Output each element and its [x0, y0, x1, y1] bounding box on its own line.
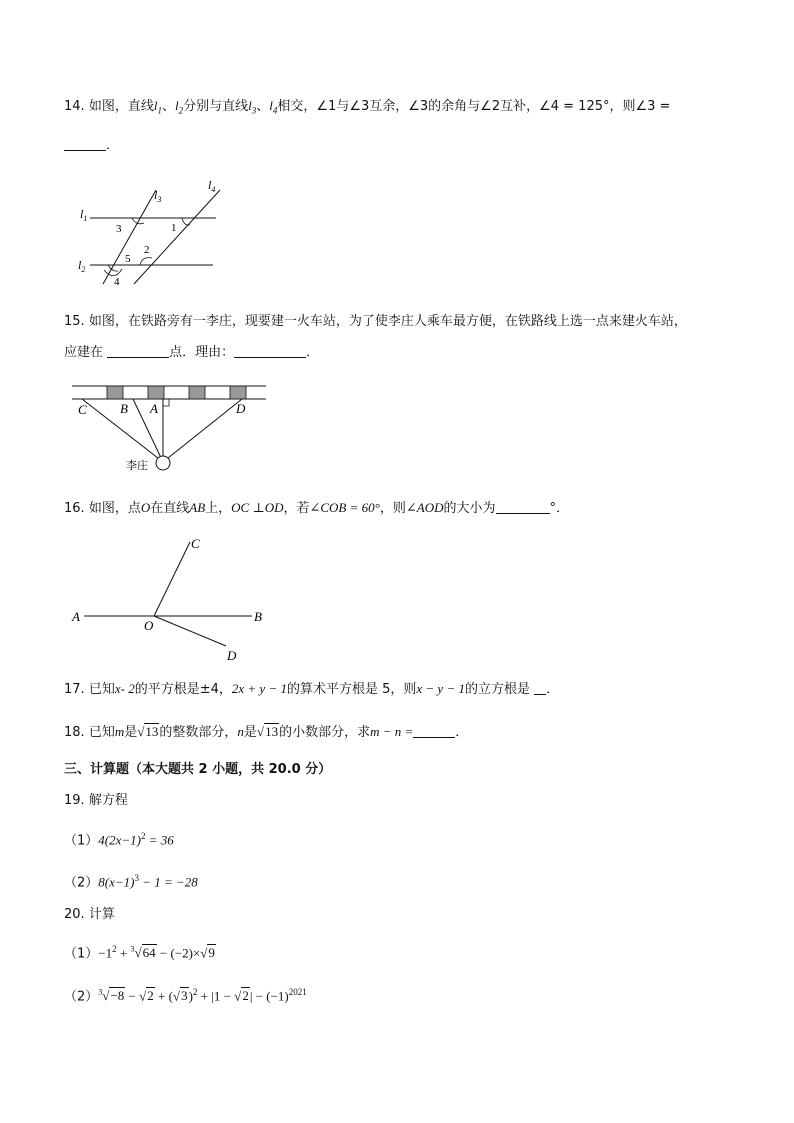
label-l4: $l_4$: [208, 178, 216, 194]
q14-l4: $l_4$: [269, 98, 278, 116]
q15-line1: [64, 312, 687, 332]
q18-number: 18.: [64, 725, 85, 740]
q17-text-b: 的平方根是±4，: [134, 682, 232, 697]
angle-1-label: 1: [171, 222, 177, 234]
label-l1: $l_1$: [80, 207, 88, 223]
segment-d: [163, 399, 242, 462]
q14-answer-blank[interactable]: [64, 136, 106, 151]
q20-p2-b: −: [125, 988, 140, 1004]
q18-n: n: [237, 724, 244, 739]
village-circle: [156, 456, 170, 470]
q18-sqrt13-a: √13: [137, 724, 159, 739]
label-a: A: [72, 609, 80, 624]
q14-tail: ．: [106, 138, 120, 153]
q16-figure: [66, 532, 276, 664]
q16-cond: ∠COB = 60°: [309, 500, 380, 515]
q18-tail: ．: [455, 725, 469, 740]
q19-p2-expr: 8(x−1): [98, 874, 135, 890]
right-angle-mark: [163, 399, 169, 406]
section-3-title: 三、计算题（本大题共 2 小题，共 20.0 分）: [64, 762, 332, 777]
q17-expr2: 2x + y − 1: [231, 681, 287, 696]
q19-p1-exp: 2: [140, 831, 146, 841]
q20-p2-e: + |1 −: [197, 988, 235, 1004]
q15-tail: ．: [306, 345, 320, 360]
q14-sep2: 、: [256, 99, 270, 114]
q18-line: [64, 722, 468, 743]
q19-title: 解方程: [88, 793, 128, 808]
label-b: B: [254, 609, 262, 624]
q16-perp: OC ⊥OD: [231, 500, 284, 515]
q14-text-a: 如图，直线: [88, 99, 154, 114]
q15-number: 15.: [64, 314, 85, 329]
q20-p1-c: − (−2)×: [156, 945, 201, 961]
q18-answer-blank[interactable]: [413, 723, 455, 738]
angle-4-label: 4: [114, 276, 120, 288]
rail-block: [189, 386, 205, 399]
q19-p1-expr: 4(2x−1): [98, 832, 141, 848]
q18-text-c: 的整数部分，: [159, 725, 238, 740]
q19-p2-rhs: − 1 = −28: [138, 874, 198, 890]
q18-text-e: 的小数部分，求: [279, 725, 371, 740]
label-c: C: [78, 402, 87, 417]
q20-p2-sqrt2: √2: [139, 988, 154, 1004]
q16-text-e: ，则: [379, 501, 406, 516]
q15-line2: [64, 343, 319, 363]
q20-p2-d-exp: 2: [192, 987, 198, 997]
q16-point-o: O: [140, 500, 151, 515]
q16-tail: °．: [549, 501, 570, 516]
q19-p1-rhs: = 36: [145, 832, 174, 848]
q20-part2: [64, 982, 307, 1007]
q16-answer-blank[interactable]: [496, 499, 550, 514]
q14-l3: $l_3$: [248, 98, 257, 116]
q20-title-line: [64, 905, 115, 925]
q20-part1: [64, 939, 216, 964]
q20-p1-a-exp: 2: [112, 944, 117, 954]
q15-point-blank[interactable]: [107, 343, 169, 358]
q14-sep: 、: [161, 99, 175, 114]
q19-part2: [64, 868, 198, 893]
q17-answer-blank[interactable]: [534, 680, 546, 695]
label-o: O: [144, 618, 154, 633]
q14-number: 14.: [64, 99, 85, 114]
angle-3-label: 3: [116, 223, 122, 235]
q19-p2-label: （2）: [64, 875, 99, 891]
q16-text-d: ，若: [283, 501, 310, 516]
rail-block: [148, 386, 164, 399]
q16-text-c: 上，: [205, 501, 232, 516]
q16-line-ab: AB: [189, 500, 206, 515]
q15-text2-b: 点．理由：: [169, 345, 235, 360]
q20-title: 计算: [88, 907, 115, 922]
q20-p2-c: + (: [154, 988, 173, 1004]
ray-oc: [154, 542, 190, 616]
q20-p1-b: +: [116, 945, 131, 961]
q18-sqrt13-b: √13: [256, 724, 279, 739]
q15-figure: [70, 380, 270, 474]
q17-expr3: x − y − 1: [416, 681, 465, 696]
label-l3: $l_3$: [154, 188, 162, 204]
q17-expr1: x- 2: [114, 681, 135, 696]
segment-b: [133, 399, 163, 462]
label-l2: $l_2$: [78, 258, 86, 274]
q14-text-b: 分别与直线: [183, 99, 249, 114]
q14-text-c: 相交，∠1与∠3互余，∠3的余角与∠2互补，∠4 = 125°，则∠3 =: [277, 99, 671, 114]
q18-text-a: 已知: [88, 725, 115, 740]
q20-p2-f-exp: 2021: [288, 987, 307, 997]
label-d: D: [236, 401, 246, 416]
angle-2-arc: [140, 258, 152, 265]
q17-text-a: 已知: [88, 682, 115, 697]
q16-aod: ∠AOD: [405, 500, 444, 515]
q19-p2-exp: 3: [134, 873, 139, 883]
q17-text-d: 的立方根是: [464, 682, 530, 697]
q20-p2-d: ): [188, 988, 193, 1004]
q17-number: 17.: [64, 682, 85, 697]
q20-p1-cbrt: $^3$√64: [130, 945, 156, 961]
q20-p1-a: −1: [98, 945, 113, 961]
q18-expr: m − n =: [370, 724, 414, 739]
q18-m: m: [114, 724, 125, 739]
label-a: A: [150, 401, 158, 416]
line-l4: [134, 190, 220, 284]
q17-tail: ．: [546, 682, 560, 697]
angle-5-label: 5: [125, 253, 131, 265]
q18-text-d: 是: [243, 725, 257, 740]
q20-p2-label: （2）: [64, 989, 99, 1005]
q20-p1-label: （1）: [64, 946, 99, 962]
q20-p2-f: | − (−1): [249, 988, 289, 1004]
label-b: B: [120, 401, 128, 416]
q15-reason-blank[interactable]: [234, 343, 306, 358]
q17-text-c: 的算术平方根是 5，则: [286, 682, 417, 697]
q19-title-line: [64, 791, 128, 811]
q14-line1: [64, 96, 670, 121]
q20-p2-sqrt3: √3: [172, 988, 188, 1004]
q20-p1-sqrt: √9: [200, 945, 215, 961]
q16-number: 16.: [64, 501, 85, 516]
q19-part1: [64, 826, 174, 851]
label-c: C: [191, 536, 200, 551]
rail-block: [107, 386, 123, 399]
q16-text-b: 在直线: [150, 501, 190, 516]
rail-block: [230, 386, 246, 399]
q20-p2-cbrt: $^3$√−8: [98, 988, 125, 1004]
q19-p1-label: （1）: [64, 833, 99, 849]
ray-od: [154, 616, 226, 646]
line-l3: [103, 190, 156, 284]
q20-p2-sqrt4: √2: [234, 988, 249, 1004]
label-d: D: [227, 648, 237, 663]
q16-line: [64, 498, 569, 519]
q16-text-a: 如图，点: [88, 501, 141, 516]
q19-number: 19.: [64, 793, 85, 808]
q15-text: 如图，在铁路旁有一李庄，现要建一火车站，为了使李庄人乘车最方便，在铁路线上选一点来建火车站，: [88, 314, 687, 329]
label-village: 李庄: [126, 459, 148, 472]
q14-line2: [64, 136, 119, 156]
q14-figure: [70, 172, 230, 292]
q14-l1: $l_1$: [153, 98, 162, 116]
q20-number: 20.: [64, 907, 85, 922]
q15-text2-a: 应建在: [64, 345, 104, 360]
angle-2-label: 2: [144, 244, 150, 256]
q16-text-f: 的大小为: [443, 501, 496, 516]
q18-text-b: 是: [124, 725, 138, 740]
q17-line: [64, 679, 559, 700]
q14-l2: $l_2$: [174, 98, 184, 116]
